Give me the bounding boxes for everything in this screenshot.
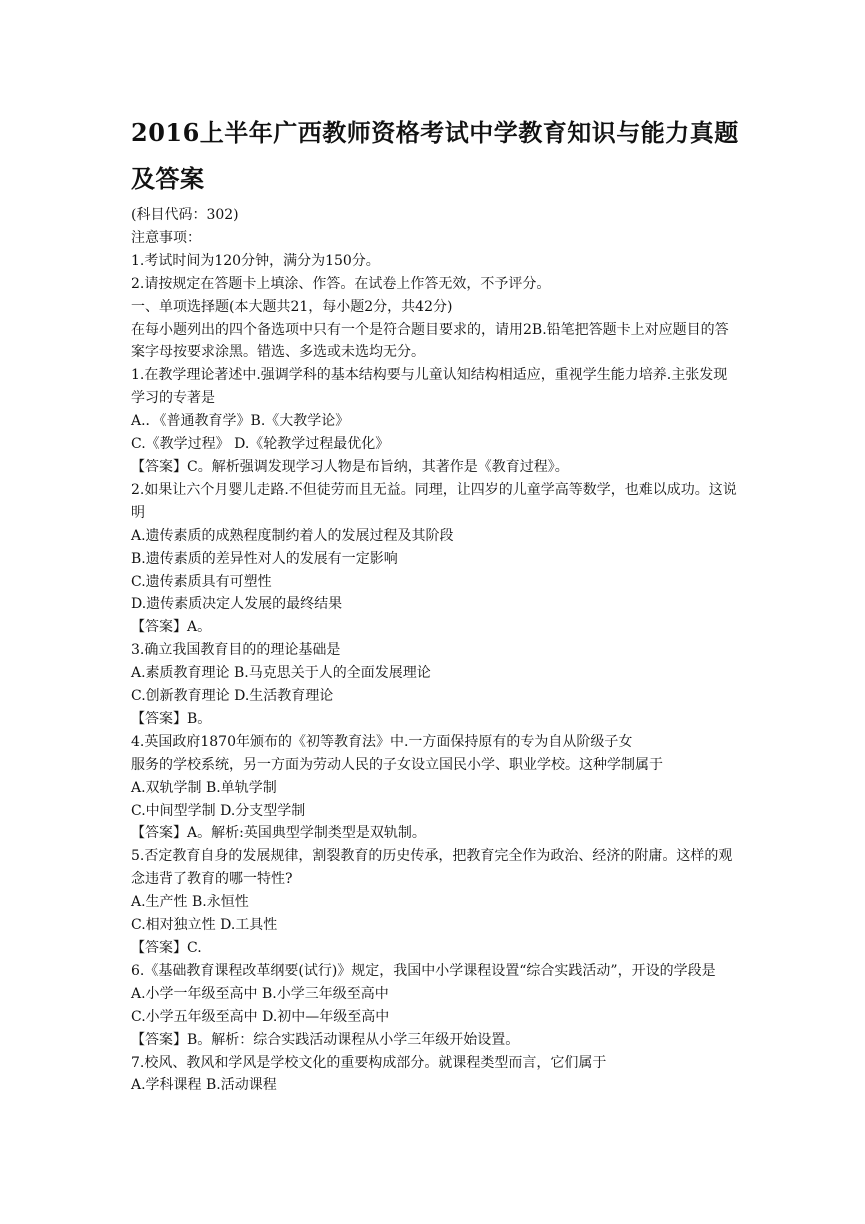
document-body xyxy=(131,204,741,1097)
text-line: 【答案】A。解析:英国典型学制类型是双轨制。 xyxy=(131,825,426,842)
text-line: 2.如果让六个月婴儿走路.不但徒劳而且无益。同理，让四岁的儿童学高等数学，也难以成功。这说明 xyxy=(131,481,737,521)
text-line: 服务的学校系统，另一方面为劳动人民的子女设立国民小学、职业学校。这种学制属于 xyxy=(131,756,663,773)
text-line: 【答案】A。 xyxy=(131,619,212,636)
text-line: C.中间型学制 D.分支型学制 xyxy=(131,802,306,819)
text-line: B.遗传素质的差异性对人的发展有一定影响 xyxy=(131,550,398,567)
text-line: 在每小题列出的四个备选项中只有一个是符合题目要求的，请用2B.铅笔把答题卡上对应题目的答案字母按要求涂黑。错选、多选或未选均无分。 xyxy=(131,321,729,361)
text-line: A.遗传素质的成熟程度制约着人的发展过程及其阶段 xyxy=(131,527,454,544)
document-page xyxy=(131,110,741,1097)
text-line: C.创新教育理论 D.生活教育理论 xyxy=(131,688,334,705)
text-line: 一、单项选择题(本大题共21，每小题2分，共42分) xyxy=(131,298,453,315)
text-line: A.．《普通教育学》B.《大教学论》 xyxy=(131,413,350,430)
text-line: C.《教学过程》 D.《轮教学过程最优化》 xyxy=(131,436,390,453)
text-line: 1.在教学理论著述中.强调学科的基本结构要与儿童认知结构相适应，重视学生能力培养.主张发现学习的专著是 xyxy=(131,367,728,407)
text-line: A.素质教育理论 B.马克思关于人的全面发展理论 xyxy=(131,665,431,682)
text-line: 【答案】C. xyxy=(131,940,202,956)
text-line: 【答案】B。解析：综合实践活动课程从小学三年级开始设置。 xyxy=(131,1031,520,1048)
text-line: (科目代码：302) xyxy=(131,207,239,223)
text-line: C.相对独立性 D.工具性 xyxy=(131,917,278,934)
text-line: 3.确立我国教育目的的理论基础是 xyxy=(131,642,341,659)
text-line: 【答案】C。解析强调发现学习人物是布旨纳，其著作是《教育过程》。 xyxy=(131,458,569,475)
text-line: 5.否定教育自身的发展规律，割裂教育的历史传承，把教育完全作为政治、经济的附庸。这样的观念违背了教育的哪一特性? xyxy=(131,848,733,888)
text-line: 7.校风、教风和学风是学校文化的重要构成部分。就课程类型而言，它们属于 xyxy=(131,1054,607,1071)
text-line: A.小学一年级至高中 B.小学三年级至高中 xyxy=(131,985,389,1002)
text-line: 2.请按规定在答题卡上填涂、作答。在试卷上作答无效，不予评分。 xyxy=(131,275,551,292)
text-line: 【答案】B。 xyxy=(131,710,212,727)
text-line: 4.英国政府1870年颁布的《初等教育法》中.一方面保持原有的专为自从阶级子女 xyxy=(131,733,633,750)
text-line: A.学科课程 B.活动课程 xyxy=(131,1077,277,1094)
text-line: 注意事项： xyxy=(131,229,201,246)
text-line: D.遗传素质决定人发展的最终结果 xyxy=(131,596,343,613)
text-line: A.生产性 B.永恒性 xyxy=(131,894,249,911)
text-line: 6.《基础教育课程改革纲要(试行)》规定，我国中小学课程设置“综合实践活动”，开设的学段是 xyxy=(131,962,716,979)
document-title: 2016上半年广西教师资格考试中学教育知识与能力真题及答案 xyxy=(131,118,739,193)
text-line: C.小学五年级至高中 D.初中—年级至高中 xyxy=(131,1008,390,1025)
text-line: 1.考试时间为120分钟，满分为150分。 xyxy=(131,252,380,269)
text-line: A.双轨学制 B.单轨学制 xyxy=(131,779,277,796)
text-line: C.遗传素质具有可塑性 xyxy=(131,573,272,590)
